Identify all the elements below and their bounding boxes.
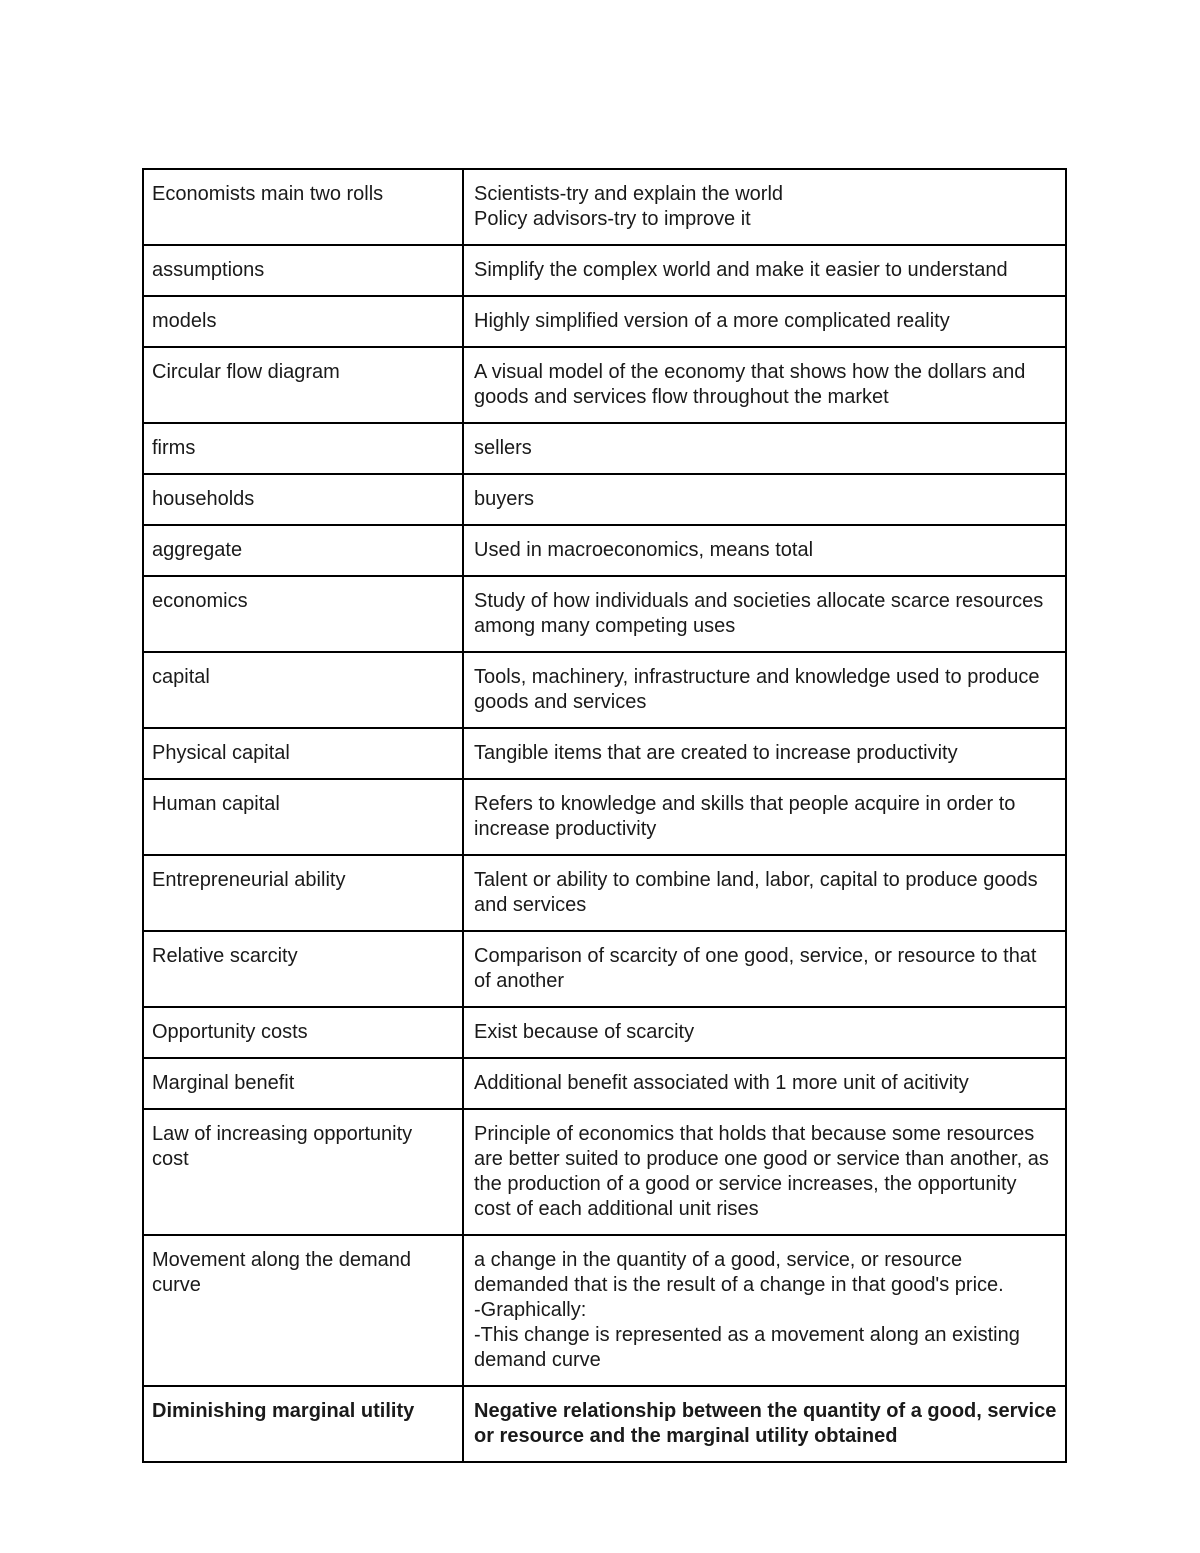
term-cell: Marginal benefit [143,1058,463,1109]
table-row [143,576,1066,652]
table-row [143,525,1066,576]
term-cell: Diminishing marginal utility [143,1386,463,1462]
glossary-table [142,168,1067,1463]
definition-cell: Exist because of scarcity [463,1007,1066,1058]
definition-cell: sellers [463,423,1066,474]
definition-cell: Used in macroeconomics, means total [463,525,1066,576]
table-row [143,1109,1066,1235]
definition-cell: Highly simplified version of a more complicated reality [463,296,1066,347]
table-row [143,779,1066,855]
table-row [143,855,1066,931]
table-row [143,1058,1066,1109]
term-cell: Economists main two rolls [143,169,463,245]
term-cell: Entrepreneurial ability [143,855,463,931]
term-cell: firms [143,423,463,474]
term-cell: Movement along the demand curve [143,1235,463,1386]
definition-cell: Principle of economics that holds that because some resources are better suited to produce one good or service than another, as the production of a good or service increases, the opportunity cost of each additional unit rises [463,1109,1066,1235]
definition-cell: Scientists-try and explain the world Policy advisors-try to improve it [463,169,1066,245]
term-cell: Opportunity costs [143,1007,463,1058]
definition-cell: Negative relationship between the quantity of a good, service or resource and the marginal utility obtained [463,1386,1066,1462]
table-row [143,347,1066,423]
definition-cell: Additional benefit associated with 1 more unit of acitivity [463,1058,1066,1109]
definition-cell: Tangible items that are created to increase productivity [463,728,1066,779]
term-cell: economics [143,576,463,652]
term-cell: assumptions [143,245,463,296]
term-cell: households [143,474,463,525]
table-row [143,1386,1066,1462]
table-row [143,1235,1066,1386]
term-cell: capital [143,652,463,728]
term-cell: Physical capital [143,728,463,779]
term-cell: models [143,296,463,347]
definition-cell: Study of how individuals and societies allocate scarce resources among many competing uses [463,576,1066,652]
term-cell: aggregate [143,525,463,576]
definition-cell: Refers to knowledge and skills that people acquire in order to increase productivity [463,779,1066,855]
table-row [143,931,1066,1007]
term-cell: Law of increasing opportunity cost [143,1109,463,1235]
term-cell: Human capital [143,779,463,855]
table-row [143,728,1066,779]
table-row [143,1007,1066,1058]
document-page [142,168,1061,1463]
table-row [143,652,1066,728]
definition-cell: a change in the quantity of a good, service, or resource demanded that is the result of a change in that good's price. -Graphically: -This change is represented as a movement along an existing demand curve [463,1235,1066,1386]
table-row [143,423,1066,474]
definition-cell: Tools, machinery, infrastructure and knowledge used to produce goods and services [463,652,1066,728]
table-row [143,245,1066,296]
definition-cell: buyers [463,474,1066,525]
definition-cell: A visual model of the economy that shows how the dollars and goods and services flow throughout the market [463,347,1066,423]
definition-cell: Comparison of scarcity of one good, service, or resource to that of another [463,931,1066,1007]
term-cell: Relative scarcity [143,931,463,1007]
definition-cell: Simplify the complex world and make it easier to understand [463,245,1066,296]
table-row [143,474,1066,525]
definition-cell: Talent or ability to combine land, labor, capital to produce goods and services [463,855,1066,931]
table-row [143,296,1066,347]
table-row [143,169,1066,245]
term-cell: Circular flow diagram [143,347,463,423]
